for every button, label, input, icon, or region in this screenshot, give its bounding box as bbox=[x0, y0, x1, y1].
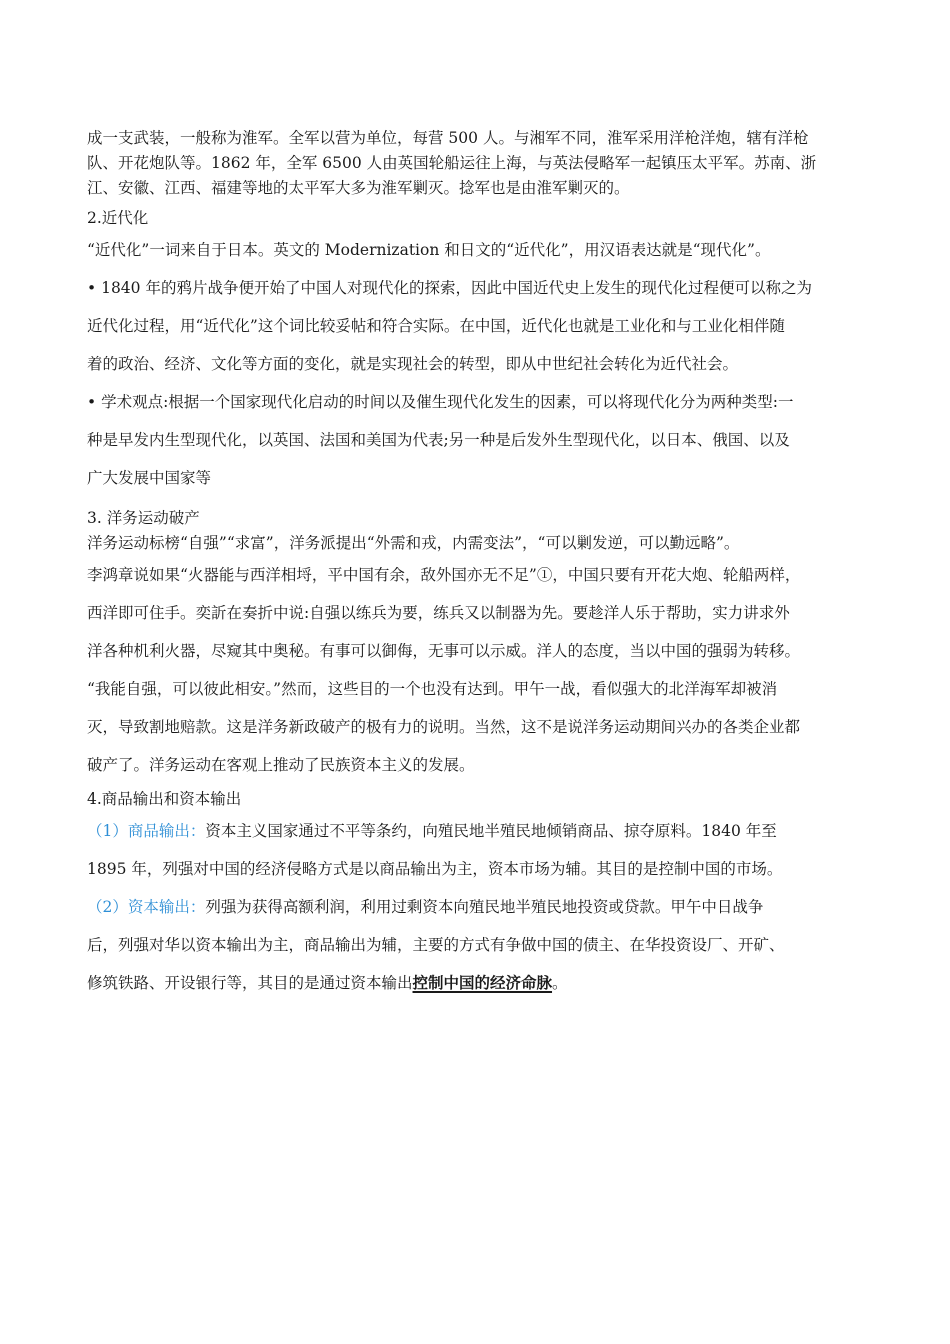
text-span: 1840 年的鸦片战争便开始了中国人对现代化的探索，因此中国近代史上发生的现代化过程便可以称之为 bbox=[96, 279, 812, 297]
document-page bbox=[87, 126, 867, 1002]
text-line: “我能自强，可以彼此相安。”然而，这些目的一个也没有达到。甲午一战，看似强大的北洋海军却被消 bbox=[87, 680, 778, 698]
text-line: 洋各种机利火器，尽窥其中奥秘。有事可以御侮，无事可以示威。洋人的态度，当以中国的强弱为转移。 bbox=[87, 642, 801, 660]
text-line: 队、开花炮队等。1862 年，全军 6500 人由英国轮船运往上海，与英法侵略军一起镇压太平军。苏南、浙 bbox=[87, 154, 817, 172]
self-strengthening-section bbox=[87, 531, 867, 784]
text-line: 近代化过程，用“近代化”这个词比较妥帖和符合实际。在中国，近代化也就是工业化和与工业化相伴随 bbox=[87, 317, 785, 335]
bullet-icon: • bbox=[87, 393, 97, 411]
text-span: 。 bbox=[552, 974, 568, 992]
text-span: 列强为获得高额利润，利用过剩资本向殖民地半殖民地投资或贷款。甲午中日战争 bbox=[205, 898, 764, 916]
section-heading: 3. 洋务运动破产 bbox=[87, 509, 200, 527]
text-line bbox=[87, 812, 867, 850]
bullet-icon: • bbox=[87, 279, 97, 297]
text-line: 后，列强对华以资本输出为主，商品输出为辅，主要的方式有争做中国的债主、在华投资设厂、开矿、 bbox=[87, 936, 785, 954]
text-line bbox=[87, 888, 867, 926]
text-line bbox=[87, 383, 867, 421]
text-line: 广大发展中国家等 bbox=[87, 469, 212, 487]
text-line: 着的政治、经济、文化等方面的变化，就是实现社会的转型，即从中世纪社会转化为近代社会。 bbox=[87, 355, 739, 373]
text-line bbox=[87, 964, 867, 1002]
text-line: 洋务运动标榜“自强”“求富”，洋务派提出“外需和戎，内需变法”，“可以剿发逆，可以勤远略”。 bbox=[87, 534, 740, 552]
text-line bbox=[87, 269, 867, 307]
section-heading: 4.商品输出和资本输出 bbox=[87, 790, 242, 808]
intro-paragraph bbox=[87, 126, 867, 201]
modernization-section bbox=[87, 231, 867, 497]
text-line: 李鸿章说如果“火器能与西洋相埒，平中国有余，敌外国亦无不足”①，中国只要有开花大炮、轮船两样， bbox=[87, 566, 801, 584]
text-span: 资本主义国家通过不平等条约，向殖民地半殖民地倾销商品、掠夺原料。1840 年至 bbox=[205, 822, 777, 840]
text-line: 破产了。洋务运动在客观上推动了民族资本主义的发展。 bbox=[87, 756, 475, 774]
text-line: 1895 年，列强对中国的经济侵略方式是以商品输出为主，资本市场为辅。其目的是控制中国的市场。 bbox=[87, 860, 783, 878]
text-line: 种是早发内生型现代化，以英国、法国和美国为代表;另一种是后发外生型现代化，以日本、俄国、以及 bbox=[87, 431, 790, 449]
item-label: （2）资本输出： bbox=[87, 898, 206, 916]
text-line: 灭，导致割地赔款。这是洋务新政破产的极有力的说明。当然，这不是说洋务运动期间兴办的各类企业都 bbox=[87, 718, 801, 736]
emphasis-text: 控制中国的经济命脉 bbox=[412, 973, 553, 992]
text-span: 修筑铁路、开设银行等，其目的是通过资本输出 bbox=[87, 974, 413, 992]
text-line: 成一支武装，一般称为淮军。全军以营为单位，每营 500 人。与湘军不同，淮军采用洋枪洋炮，辖有洋枪 bbox=[87, 129, 809, 147]
item-label: （1）商品输出： bbox=[87, 822, 206, 840]
export-section bbox=[87, 812, 867, 1002]
text-span: 学术观点:根据一个国家现代化启动的时间以及催生现代化发生的因素，可以将现代化分为两种类型:一 bbox=[96, 393, 794, 411]
text-line: “近代化”一词来自于日本。英文的 Modernization 和日文的“近代化”，用汉语表达就是“现代化”。 bbox=[87, 241, 771, 259]
text-line: 江、安徽、江西、福建等地的太平军大多为淮军剿灭。捻军也是由淮军剿灭的。 bbox=[87, 179, 630, 197]
text-line: 西洋即可住手。奕訢在奏折中说:自强以练兵为要，练兵又以制器为先。要趁洋人乐于帮助，实力讲求外 bbox=[87, 604, 790, 622]
section-heading: 2.近代化 bbox=[87, 209, 149, 227]
